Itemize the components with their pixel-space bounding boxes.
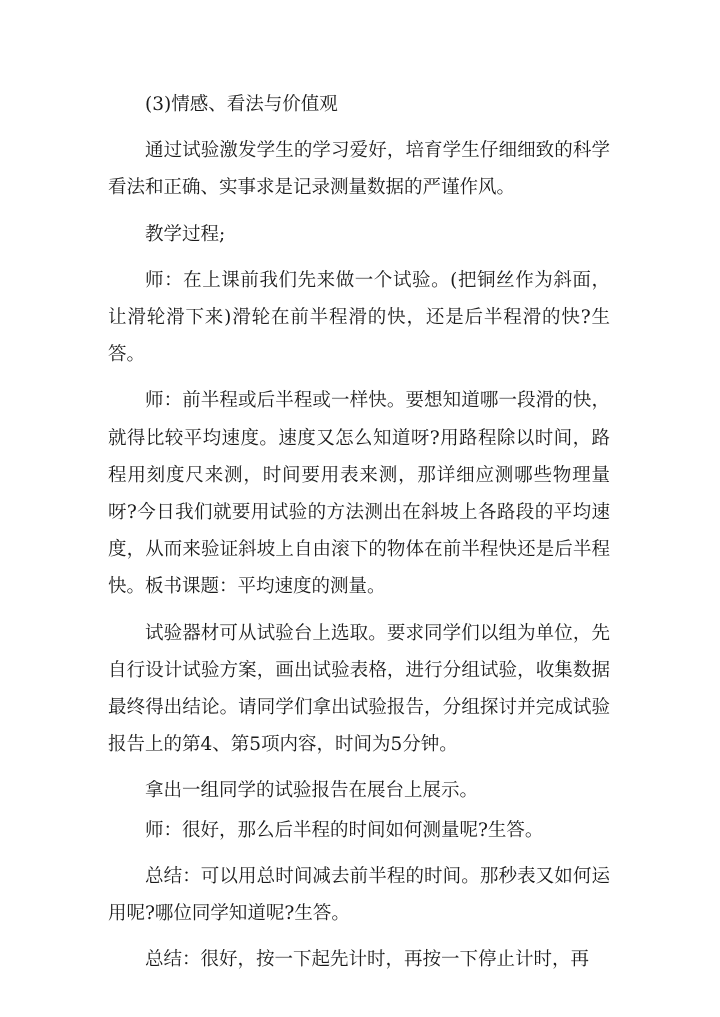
paragraph-average-speed: 师：前半程或后半程或一样快。要想知道哪一段滑的快，就得比较平均速度。速度又怎么知道呀?用路程除以时间，路程用刻度尺来测，时间要用表来测，那详细应测哪些物理量呀?今日我们就要用试验的方法测出在斜坡上各路段的平均速度，从而来验证斜坡上自由滚下的物体在前半程快还是后半程快。板书课题：平均速度的测量。 [108,390,610,598]
paragraph-process-heading: 教学过程; [145,223,226,245]
document-body [108,86,610,987]
paragraph-summary-2: 总结：很好，按一下起先计时，再按一下停止计时，再 [145,949,590,971]
paragraph-teacher-question: 师：很好，那么后半程的时间如何测量呢?生答。 [145,819,544,841]
paragraph-showcase: 拿出一组同学的试验报告在展台上展示。 [145,780,479,802]
section-heading: (3)情感、看法与价值观 [145,94,338,115]
paragraph-summary-1: 总结：可以用总时间减去前半程的时间。那秒表又如何运用呢?哪位同学知道呢?生答。 [108,865,610,925]
paragraph-intro-experiment: 师：在上课前我们先来做一个试验。(把铜丝作为斜面，让滑轮滑下来)滑轮在前半程滑的快，还是后半程滑的快?生答。 [108,269,610,366]
paragraph-equipment: 试验器材可从试验台上选取。要求同学们以组为单位，先自行设计试验方案，画出试验表格，进行分组试验，收集数据最终得出结论。请同学们拿出试验报告，分组探讨并完成试验报告上的第4、第5项内容，时间为5分钟。 [108,622,610,756]
paragraph-objectives: 通过试验激发学生的学习爱好，培育学生仔细细致的科学看法和正确、实事求是记录测量数据的严谨作风。 [108,140,610,199]
